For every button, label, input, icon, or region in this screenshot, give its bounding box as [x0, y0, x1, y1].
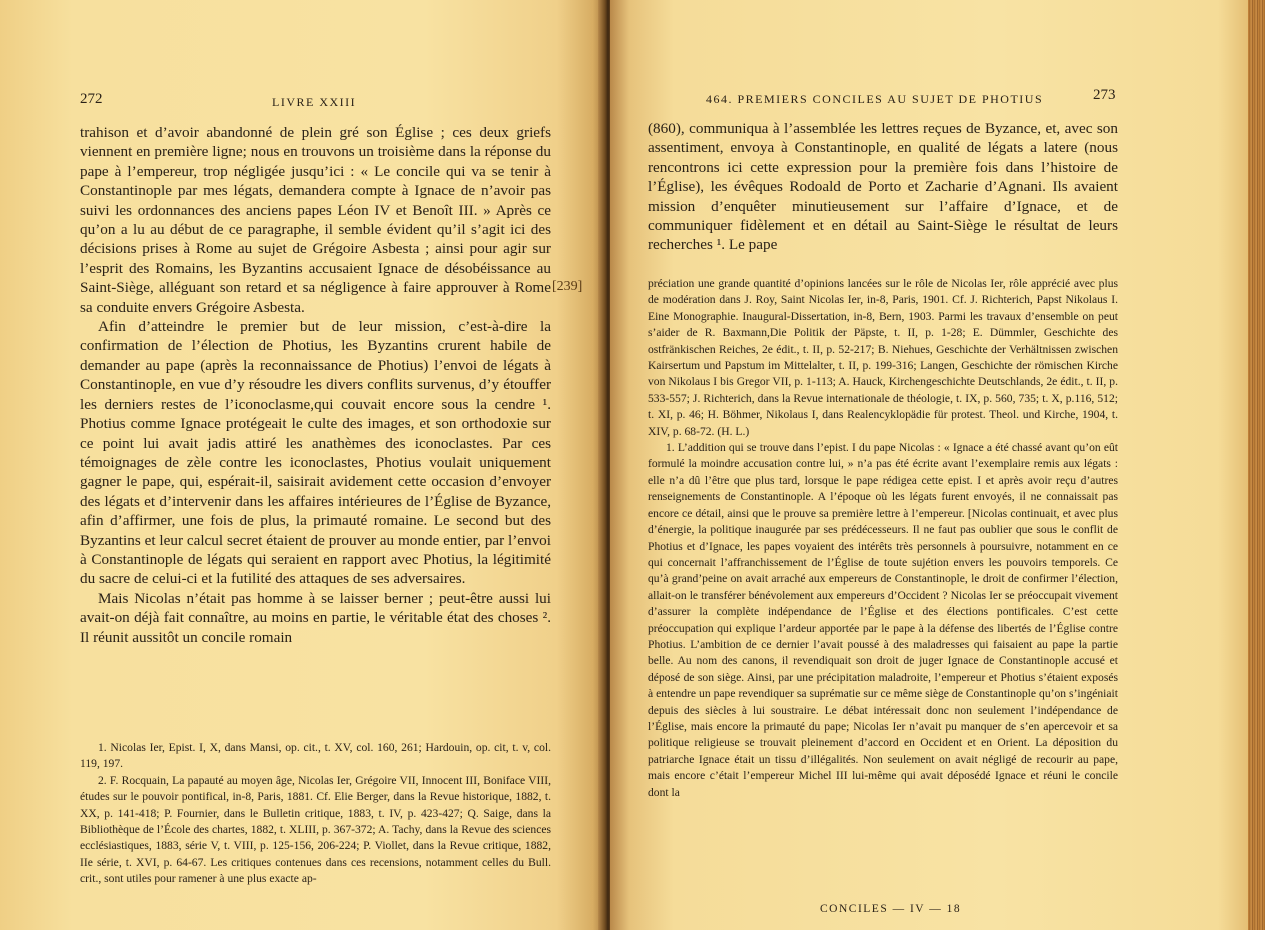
page-number: 272: [80, 91, 103, 107]
footnote: 1. Nicolas Ier, Epist. I, X, dans Mansi, op. cit., t. XV, col. 160, 261; Hardouin, op. cit, t. v, col. 119, 197.: [80, 741, 551, 771]
right-page: [610, 0, 1250, 930]
main-text: [80, 123, 551, 647]
footnote: préciation une grande quantité d’opinions lancées sur le rôle de Nicolas Ier, rôle apprécié avec plus de modération dans J. Roy, Saint Nicolas Ier, in-8, Paris, 1901. Cf. J. Richterich, Papst Nikolaus I. Eine Monographie. Inaugural-Dissertation, in-8, Bern, 1903. Parmi les travaux d’ensemble on peut s’aider de R. Baxmann,Die Politik der Päpste, t. II, p. 1-28; E. Dümmler, Geschichte des ostfränkischen Reiches, 2e édit., t. II, p. 52-217; B. Niehues, Geschichte der Verhältnissen zwischen Kairsertum und Papstum im Mittelalter, t. II, p. 199-316; Langen, Geschichte der römischen Kirche von Nikolaus I bis Gregor VII, p. 1-113; A. Hauck, Kirchengeschichte Deutschlands, 2e édit., t. II, p. 533-557; J. Richterich, dans la Revue internationale de théologie, t. IX, p. 560, 735; t. X, p.116, 512; t. XI, p. 46; H. Böhmer, Nikolaus I, dans Realencyklopädie für protest. Theol. und Kirche, 1904, t. XIV, p. 68-72. (H. L.): [648, 277, 1118, 438]
page-number: 273: [1093, 87, 1116, 103]
footnote: 1. L’addition qui se trouve dans l’epist. I du pape Nicolas : « Ignace a été chassé avant qu’on eût formulé la moindre accusation contre lui, » n’a pas été écrite avant l’exemplaire remis aux légats : elle n’a dû l’être que plus tard, lorsque le pape rédigea cette epist. I et après avoir reçu d’autres renseignements de Constantinople. A l’époque où les légats furent envoyés, il ne connaissait pas encore ce détail, ainsi que le prouve sa première lettre à l’empereur. [Nicolas continuait, et avec plus d’énergie, la politique inaugurée par ses prédécesseurs. Il ne faut pas oublier que sous le conflit de Photius et d’Ignace, les papes voyaient des intérêts très personnels à poursuivre, notamment en ce qui concernait l’affranchissement de l’Église de toute sujétion envers les pouvoirs temporels. Ce qu’à grand’peine on avait arraché aux empereurs de Constantinople, le droit de confirmer l’élection, allait-on le transférer bénévolement aux empereurs d’Occident ? Nicolas Ier se préoccupait vivement d’assurer la complète indépendance de l’Église et des élections pontificales. C’est cette préoccupation qui explique l’ardeur apportée par le pape à la défense des libertés de l’Église contre Photius. L’ambition de ce dernier l’avait poussé à des maladresses qui faisaient au pape la partie belle. Au nom des canons, il revendiquait son droit de juger Ignace de Constantinople accusé et déposé de son siège. Ainsi, par une précipitation maladroite, l’empereur et Photius s’étaient exposés à entendre un pape revendiquer sa suprématie sur ce même siège de Constantinople qu’on s’ingéniait depuis des siècles à lui soustraire. Le débat intéressait donc non seulement l’indépendance de l’Église, mais encore la primauté du pape; Nicolas Ier n’avait pu manquer de s’en apercevoir et sa politique religieuse se trouvait pleinement d’accord en Occident et en Orient. La déposition du patriarche Ignace était un tissu d’illégalités. Non seulement on avait négligé de recourir au pape, mais encore c’était l’empereur Michel III lui-même qui avait déposédé Ignace et réuni le concile dont la: [648, 441, 1118, 799]
footnotes: [80, 740, 551, 888]
page-edges: [1248, 0, 1265, 930]
paragraph: (860), communiqua à l’assemblée les lettres reçues de Byzance, et, avec son assentiment, envoya à Constantinople, en qualité de légats a latere (nous rencontrons ici cette expression pour la première fois dans l’histoire de l’Église), les évêques Rodoald de Porto et Zacharie d’Agnani. Ils avaient mission d’enquêter minutieusement sur l’affaire d’Ignace, et de communiquer fidèlement et en détail au Saint-Siège le résultat de leurs recherches ¹. Le pape: [648, 120, 1118, 254]
left-page: [0, 0, 605, 930]
paragraph: trahison et d’avoir abandonné de plein gré son Église ; ces deux griefs viennent en première ligne; nous en trouvons un troisième dans la réponse du pape à l’empereur, trop négligée jusqu’ici : « Le concile qui va se tenir à Constantinople par mes légats, demandera compte à Ignace de n’avoir pas suivi les ordonnances des anciens papes Léon IV et Benoît III. » Après ce qu’on a lu au début de ce paragraphe, il semble évident qu’il s’agit ici des décisions prises à Rome au sujet de Grégoire Asbesta ; ainsi pour agir sur l’esprit des Romains, les Byzantins accusaient Ignace de désobéissance au Saint-Siège, alléguant son retard et sa négligence à faire approuver à Rome sa conduite envers Grégoire Asbesta.: [80, 124, 551, 316]
running-head: 464. PREMIERS CONCILES AU SUJET DE PHOTIUS: [706, 92, 1044, 106]
running-head: LIVRE XXIII: [272, 95, 357, 109]
printer-signature: CONCILES — IV — 18: [820, 903, 962, 915]
paragraph: Mais Nicolas n’était pas homme à se laisser berner ; peut-être aussi lui avait-on déjà fait connaître, au moins en partie, le véritable état des choses ². Il réunit aussitôt un concile romain: [80, 589, 551, 646]
footnote: 2. F. Rocquain, La papauté au moyen âge, Nicolas Ier, Grégoire VII, Innocent III, Boniface VIII, études sur le pouvoir pontifical, in-8, Paris, 1881. Cf. Elie Berger, dans la Revue historique, 1882, t. XX, p. 141-418; P. Fournier, dans le Bulletin critique, 1883, t. IV, p. 423-427; Q. Saige, dans la Bibliothèque de l’École des chartes, 1882, t. XLIII, p. 367-372; A. Tachy, dans la Revue des sciences ecclésiastiques, 1883, série V, t. VIII, p. 125-156, 206-224; P. Viollet, dans la Revue critique, 1882, IIe série, t. XVI, p. 64-67. Les critiques contenues dans ces recensions, notamment celles du Bull. crit., sont utiles pour ramener à une plus exacte ap-: [80, 773, 551, 886]
paragraph: Afin d’atteindre le premier but de leur mission, c’est-à-dire la confirmation de l’élection de Photius, les Byzantins crurent habile de demander au pape (après la reconnaissance de Photius) l’envoi de légats à Constantinople, en vue d’y résoudre les divers conflits survenus, d’y étouffer les derniers restes de l’iconoclasme,qui couvait encore sous la cendre ¹. Photius comme Ignace protégeait le culte des images, et son orthodoxie sur ce point lui avait jadis attiré les anathèmes des iconoclastes. Par ces témoignages de zèle contre les iconoclastes, Photius voulait uniquement gagner le pape, qui, espérait-il, saisirait avidement cette occasion d’envoyer des légats et d’intervenir dans les affaires intérieures de l’Église de Byzance, afin d’affirmer, une fois de plus, la primauté romaine. Le second but des Byzantins et leur calcul secret étaient de prouver au monde entier, par l’envoi à Constantinople de légats qui seraient en rapport avec Photius, la légitimité du sacre de celui-ci et la futilité des attaques de ses adversaires.: [80, 318, 551, 588]
main-text: [648, 119, 1118, 255]
marginal-reference: [239]: [552, 279, 583, 294]
footnotes: [648, 276, 1118, 801]
